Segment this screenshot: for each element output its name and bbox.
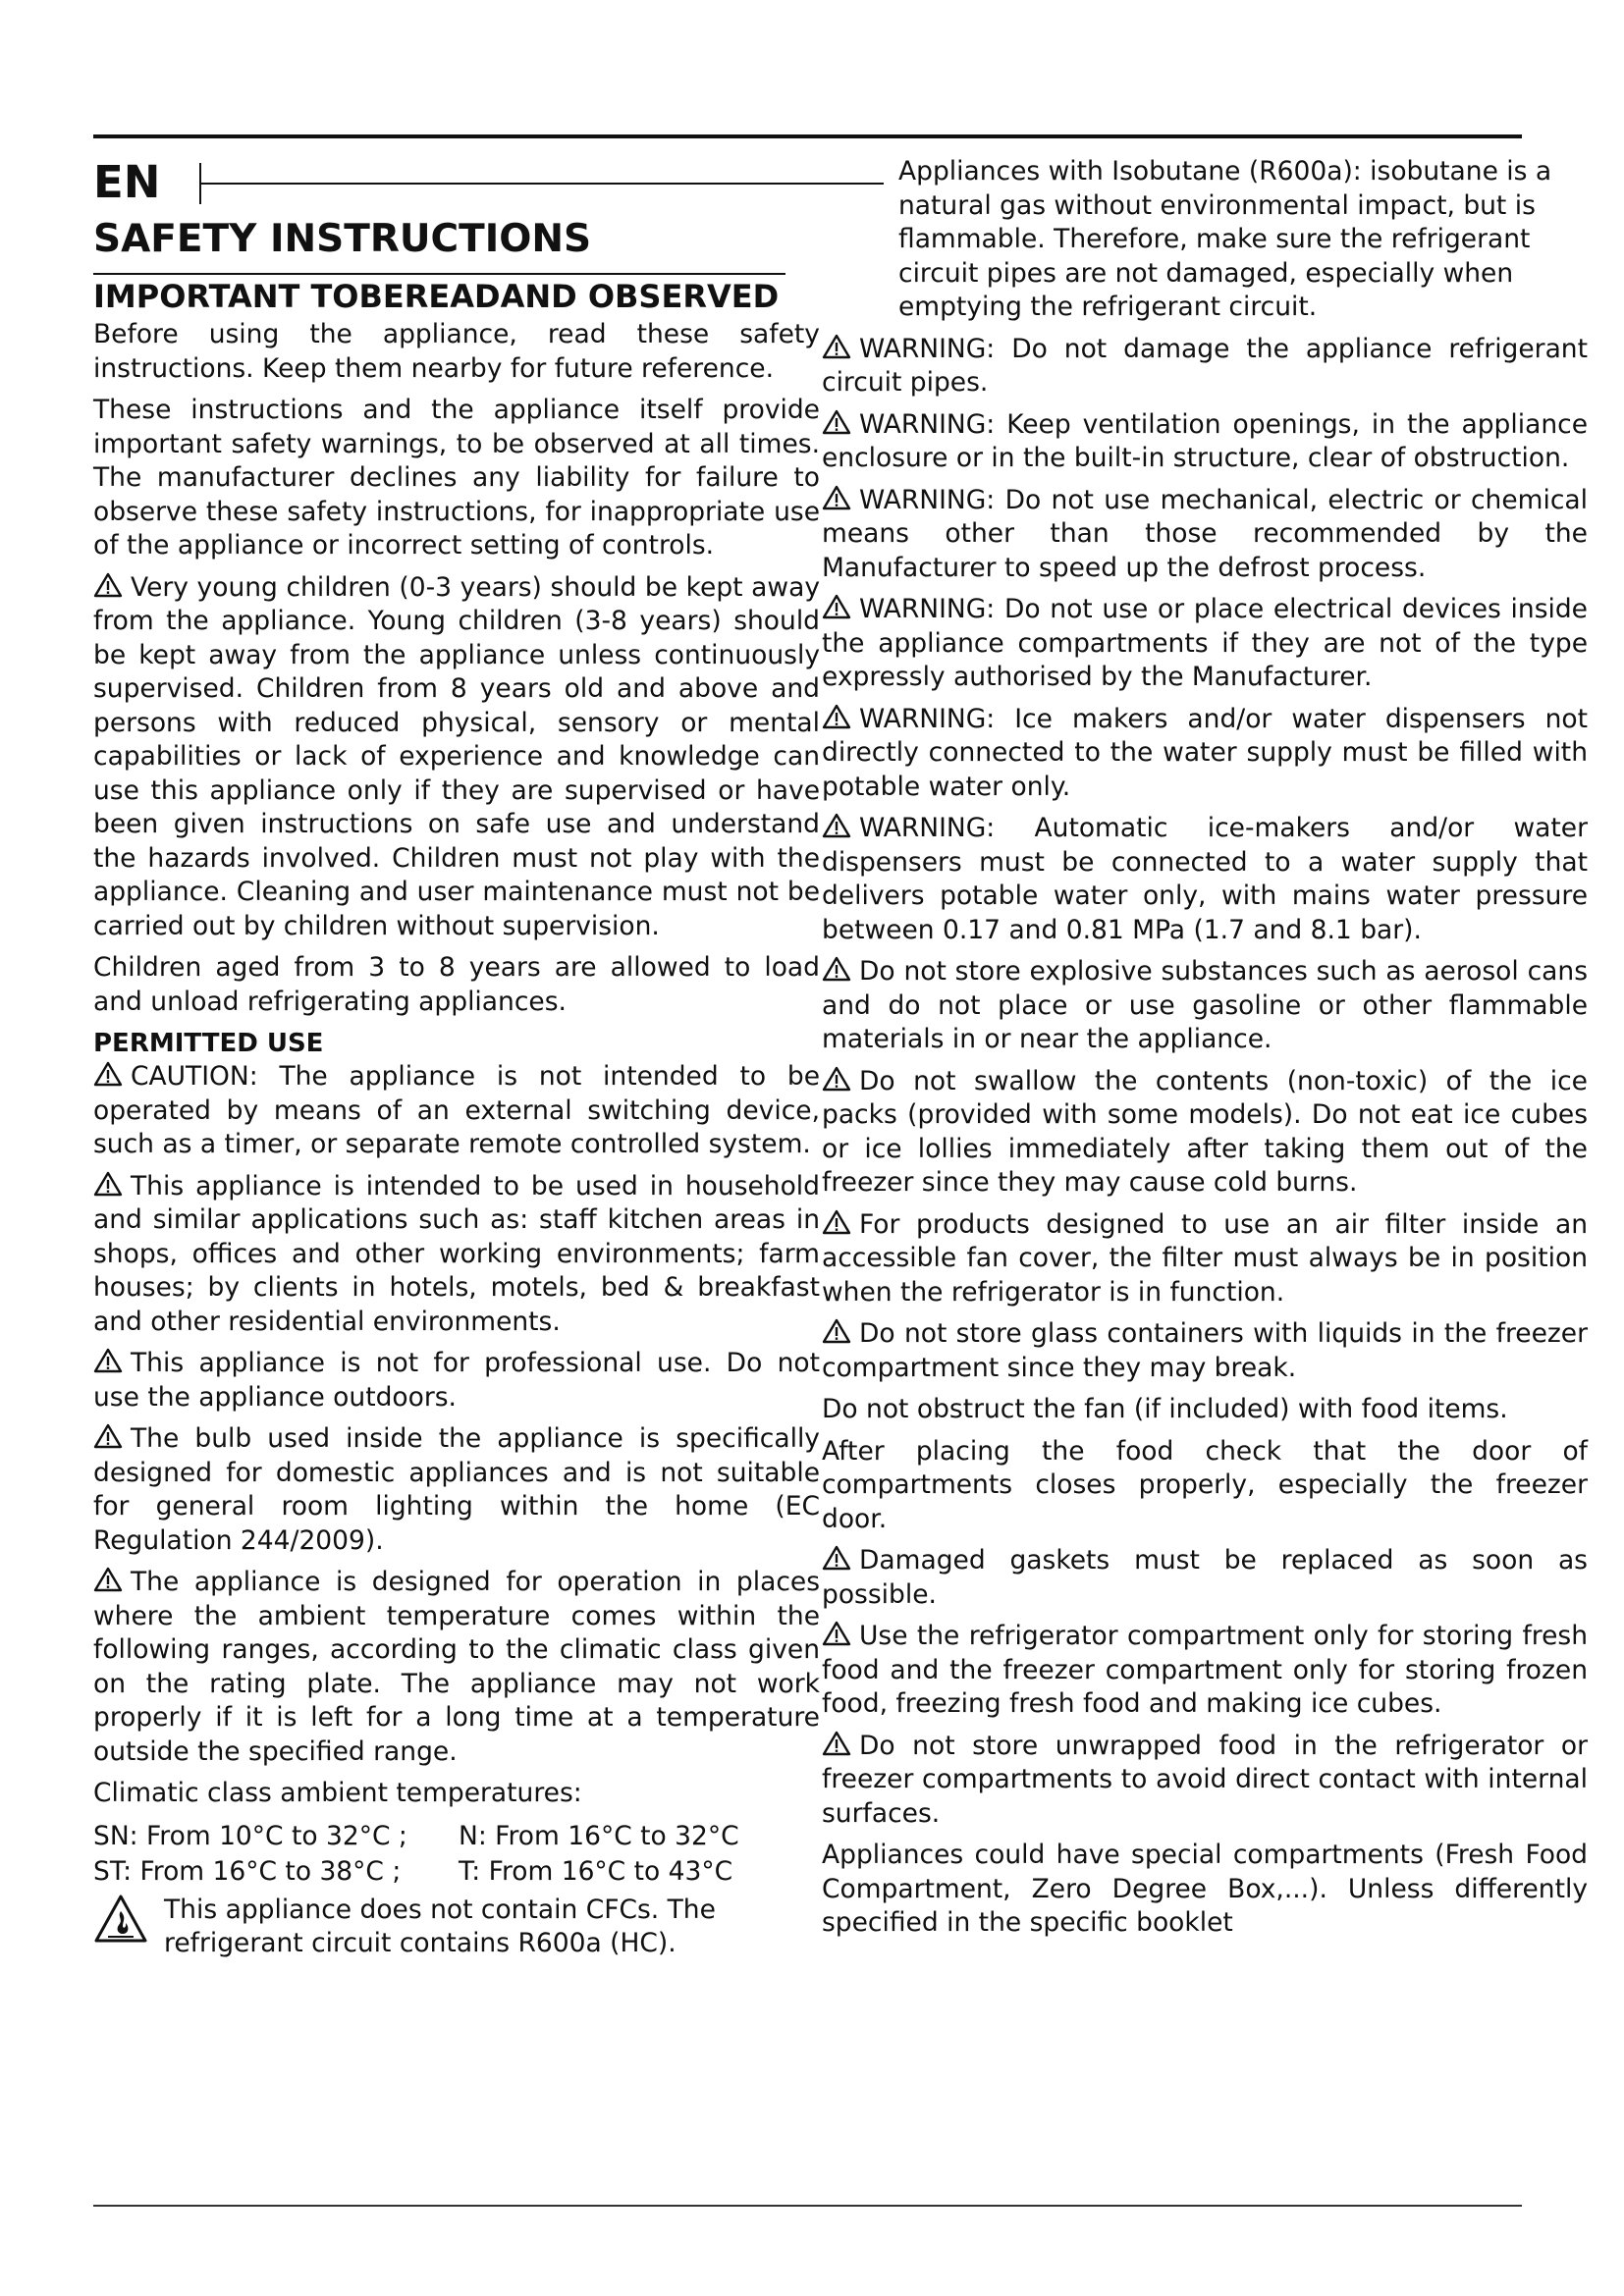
warning-item-text: Use the refrigerator compartment only for storing fresh food and the freezer compartment only for storing frozen food, freezing fresh food and making ice cubes. (822, 1621, 1588, 1719)
warning-icon (93, 1423, 123, 1449)
permitted-item (93, 1170, 820, 1340)
warning-item-text: Do not store unwrapped food in the refrigerator or freezer compartments to avoid direct contact with internal surfaces. (822, 1730, 1588, 1829)
flammable-warning-icon (93, 1894, 148, 1945)
warning-item-text: WARNING: Do not use mechanical, electric or chemical means other than those recommended by the Manufacturer to speed up the defrost process. (822, 484, 1588, 583)
warning-icon (822, 1545, 851, 1571)
temp-row (93, 1854, 820, 1890)
warning-item-text: Do not store glass containers with liquids in the freezer compartment since they may break. (822, 1318, 1588, 1383)
children-load: Children aged from 3 to 8 years are allowed to load and unload refrigerating appliances. (93, 952, 820, 1017)
warning-icon (93, 1171, 123, 1197)
permitted-item (93, 1422, 820, 1558)
warning-item-text: WARNING: Do not use or place electrical devices inside the appliance compartments if they are not of the type expressly authorised by the Manufacturer. (822, 594, 1588, 692)
language-code: EN (93, 156, 161, 208)
warning-item-text: For products designed to use an air filter inside an accessible fan cover, the filter must always be in position when the refrigerator is in function. (822, 1208, 1588, 1308)
fan-note: Do not obstruct the fan (if included) with food items. (822, 1394, 1508, 1424)
temp-range: N: From 16°C to 32°C (459, 1820, 739, 1851)
warning-icon (822, 485, 851, 510)
warning-item-text: Damaged gaskets must be replaced as soon as possible. (822, 1545, 1588, 1610)
warning-icon (822, 334, 851, 359)
permitted-item-text: This appliance is intended to be used in household and similar applications such as: staff kitchen areas in shops, offices and other working environments; farm houses; by clients in hotels, motels, bed & breakfast and other residential environments. (93, 1170, 820, 1337)
warning-icon (822, 1731, 851, 1756)
warning-icon (93, 572, 123, 598)
warning-item (822, 1065, 1588, 1201)
permitted-item-text: CAUTION: The appliance is not intended to be operated by means of an external switching device, such as a timer, or separate remote controlled system. (93, 1061, 820, 1159)
special-compartments-note: Appliances could have special compartments (Fresh Food Compartment, Zero Degree Box,...). Unless differently specified in the specific booklet (822, 1840, 1588, 1938)
temp-row (93, 1819, 820, 1854)
isobutane-note: Appliances with Isobutane (R600a): isobutane is a natural gas without environmental impact, but is flammable. Therefore, make sure the refrigerant circuit pipes are not damaged, especially when emptying the refrigerant circuit. (898, 156, 1552, 322)
children-warning-text: Very young children (0-3 years) should be kept away from the appliance. Young children (3-8 years) should be kept away from the appliance unless continuously supervised. Children from 8 years old and above and persons with reduced physical, sensory or mental capabilities or lack of experience and knowledge can use this appliance only if they are supervised or have been given instructions on safe use and understand the hazards involved. Children must not play with the appliance. Cleaning and user maintenance must not be carried out by children without supervision. (93, 571, 820, 941)
warning-item (822, 593, 1588, 695)
warning-item-text: Do not swallow the contents (non-toxic) of the ice packs (provided with some models). Do not eat ice cubes or ice lollies immediately after taking them out of the freezer since they may cause cold burns. (822, 1065, 1588, 1198)
warning-item-text: WARNING: Ice makers and/or water dispensers not directly connected to the water supply must be filled with potable water only. (822, 703, 1588, 802)
section-subtitle: IMPORTANT TOBEREADAND OBSERVED (93, 273, 785, 318)
permitted-item-text: The bulb used inside the appliance is specifically designed for domestic appliances and is not suitable for general room lighting within the home (EC Regulation 244/2009). (93, 1423, 820, 1556)
warning-item-text: WARNING: Keep ventilation openings, in the appliance enclosure or in the built-in structure, clear of obstruction. (822, 408, 1588, 473)
temp-range: SN: From 10°C to 32°C ; (93, 1820, 407, 1851)
intro-paragraph-1: Before using the appliance, read these safety instructions. Keep them nearby for future reference. (93, 319, 820, 384)
left-column (93, 155, 820, 1961)
warning-icon (822, 1621, 851, 1646)
warning-item (822, 1317, 1588, 1385)
page-title: SAFETY INSTRUCTIONS (93, 217, 592, 261)
top-rule (93, 134, 1522, 138)
permitted-use-heading: PERMITTED USE (93, 1029, 324, 1058)
right-column (822, 155, 1588, 1949)
permitted-item (93, 1060, 820, 1162)
language-header (93, 155, 820, 210)
warning-item (822, 703, 1588, 805)
warning-icon (93, 1061, 123, 1087)
warning-item (822, 1208, 1588, 1310)
header-divider-line (199, 183, 884, 185)
warning-icon (822, 594, 851, 619)
warning-icon (822, 409, 851, 435)
temp-range: ST: From 16°C to 38°C ; (93, 1855, 402, 1887)
permitted-item (93, 1566, 820, 1769)
permitted-item-text: The appliance is designed for operation in places where the ambient temperature comes within the following ranges, according to the climatic class given on the rating plate. The appliance may not work properly if it is left for a long time at a temperature outside the specified range. (93, 1567, 820, 1767)
warning-item (822, 484, 1588, 586)
warning-item-text: WARNING: Automatic ice-makers and/or water dispensers must be connected to a water supply that delivers potable water only, with mains water pressure between 0.17 and 0.81 MPa (1.7 and 8.1 bar). (822, 813, 1588, 945)
warning-icon (93, 1567, 123, 1592)
warning-icon (93, 1348, 123, 1373)
intro-paragraph-2: These instructions and the appliance itself provide important safety warnings, to be observed at all times. The manufacturer declines any liability for failure to observe these safety instructions, for inappropriate use of the appliance or incorrect setting of controls. (93, 395, 820, 561)
warning-item (822, 955, 1588, 1057)
warning-icon (822, 1209, 851, 1235)
cfc-note: This appliance does not contain CFCs. The refrigerant circuit contains R600a (HC). (164, 1894, 716, 1958)
warning-item (822, 1544, 1588, 1612)
warning-item (822, 812, 1588, 947)
permitted-item (93, 1347, 820, 1415)
warning-icon (822, 956, 851, 982)
warning-item (822, 333, 1588, 400)
warning-icon (822, 1318, 851, 1344)
warning-item (822, 1730, 1588, 1832)
warning-icon (822, 1066, 851, 1092)
bottom-rule (93, 2205, 1522, 2207)
permitted-item-text: This appliance is not for professional use. Do not use the appliance outdoors. (93, 1348, 820, 1413)
warning-item-text: Do not store explosive substances such as aerosol cans and do not place or use gasoline or other flammable materials in or near the appliance. (822, 956, 1588, 1054)
door-note: After placing the food check that the door of compartments closes properly, especially the freezer door. (822, 1435, 1588, 1534)
children-warning (93, 571, 820, 944)
temp-range: T: From 16°C to 43°C (459, 1855, 733, 1887)
warning-item (822, 408, 1588, 476)
warning-icon (822, 704, 851, 729)
warning-item (822, 1620, 1588, 1722)
climatic-heading: Climatic class ambient temperatures: (93, 1778, 582, 1808)
warning-item-text: WARNING: Do not damage the appliance refrigerant circuit pipes. (822, 333, 1588, 398)
warning-icon (822, 813, 851, 838)
cfc-note-row (93, 1894, 820, 1961)
